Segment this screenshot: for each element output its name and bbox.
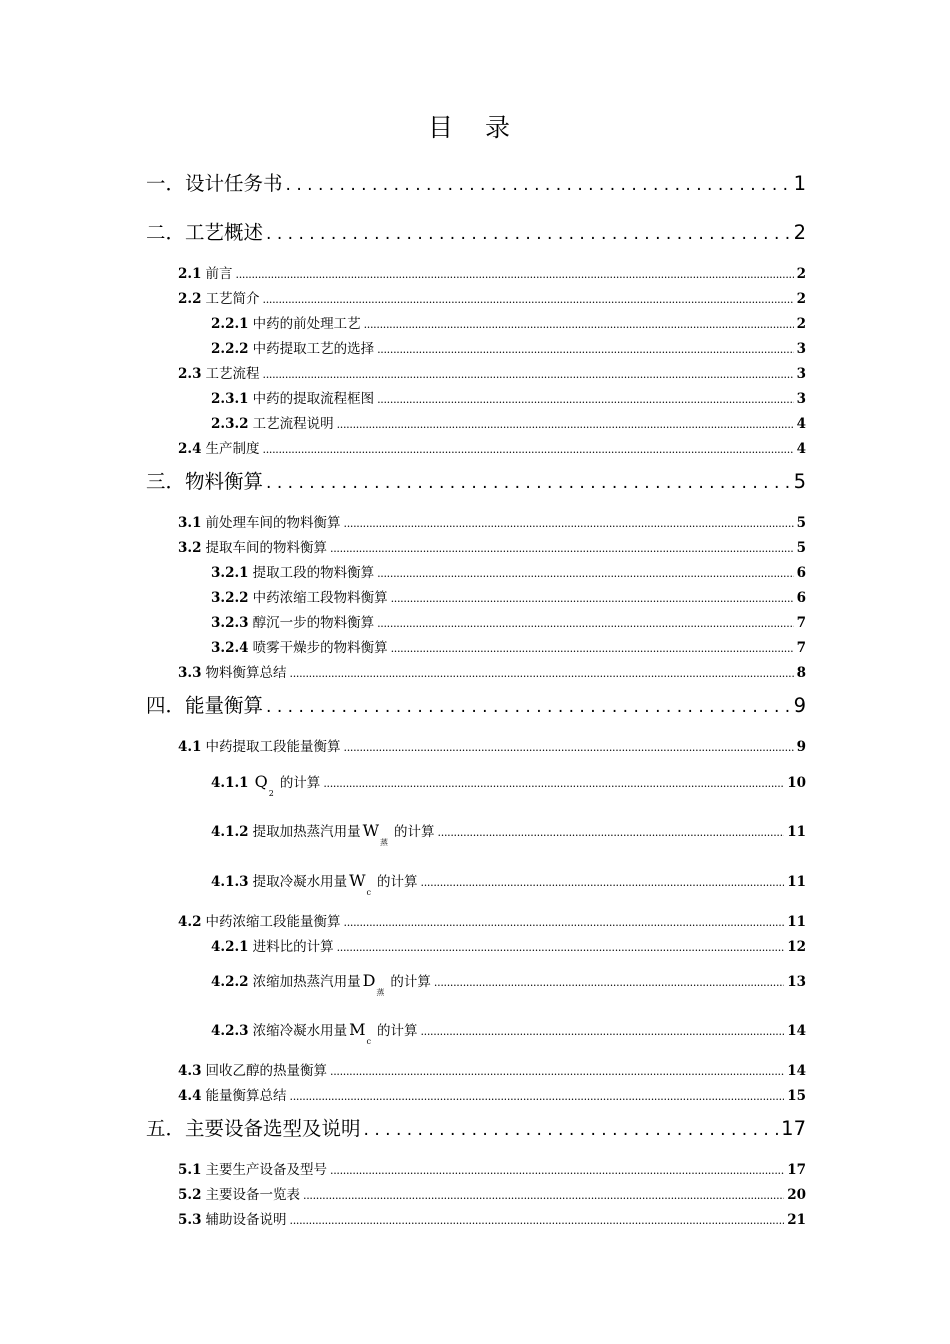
toc-entry-label: 提取工段的物料衡算: [252, 565, 375, 581]
toc-entry-label: 工艺流程: [205, 366, 260, 382]
toc-page-number: 2: [796, 316, 806, 332]
toc-section-number: 4.3: [178, 1063, 202, 1079]
toc-entry-label: 的计算: [279, 775, 321, 791]
toc-section-3-2-2[interactable]: [211, 586, 806, 606]
formula-symbol: W: [362, 821, 380, 840]
toc-chapter-1[interactable]: [146, 168, 806, 196]
toc-leader-dots: [323, 775, 784, 791]
toc-page-number: 11: [787, 874, 806, 890]
toc-section-4-2-3[interactable]: [211, 1019, 806, 1046]
toc-leader-dots: [263, 291, 794, 307]
toc-section-number: 2.4: [178, 441, 202, 457]
toc-leader-dots: [364, 316, 794, 332]
toc-entry-label: 提取加热蒸汽用量: [252, 824, 361, 840]
toc-section-2-3-1[interactable]: [211, 387, 806, 407]
toc-page-number: 5: [796, 540, 806, 556]
toc-page-number: 9: [796, 739, 806, 755]
toc-page-number: 17: [787, 1162, 806, 1178]
toc-leader-dots: [290, 665, 794, 681]
toc-section-number: 3.2.3: [211, 615, 249, 631]
toc-section-2-2-2[interactable]: [211, 337, 806, 357]
toc-entry-label: 的计算: [377, 874, 418, 890]
toc-section-4-1-2[interactable]: [211, 820, 806, 847]
toc-section-number: 3.2.2: [211, 590, 249, 606]
toc-leader-dots: [364, 1117, 779, 1140]
toc-entry-label: 二．工艺概述: [146, 221, 264, 244]
toc-entry-label: 前言: [205, 266, 233, 282]
toc-section-4-2[interactable]: [178, 910, 806, 930]
toc-leader-dots: [330, 1063, 784, 1079]
toc-leader-dots: [330, 1162, 784, 1178]
toc-page-number: 21: [787, 1212, 806, 1228]
toc-section-number: 2.1: [178, 266, 202, 282]
toc-section-number: 4.4: [178, 1088, 202, 1104]
toc-chapter-2[interactable]: [146, 217, 806, 245]
toc-leader-dots: [344, 739, 794, 755]
toc-entry-label: 前处理车间的物料衡算: [205, 515, 341, 531]
toc-section-4-2-2[interactable]: [211, 970, 806, 997]
toc-page-number: 1: [793, 172, 806, 195]
toc-leader-dots: [377, 341, 794, 357]
formula-symbol: W: [349, 871, 366, 890]
toc-section-4-2-1[interactable]: [211, 935, 806, 955]
toc-entry-label: 喷雾干燥步的物料衡算: [252, 640, 388, 656]
toc-entry-label: 一．设计任务书: [146, 172, 283, 195]
toc-section-2-1[interactable]: [178, 262, 806, 282]
toc-page-number: 6: [796, 565, 806, 581]
toc-entry-label: 生产制度: [205, 441, 260, 457]
toc-section-3-3[interactable]: [178, 661, 806, 681]
toc-entry-label: 物料衡算总结: [205, 665, 287, 681]
toc-leader-dots: [337, 416, 794, 432]
toc-entry-label: 中药提取工艺的选择: [252, 341, 375, 357]
toc-entry-label: 中药的前处理工艺: [252, 316, 361, 332]
toc-section-number: 4.2.2: [211, 974, 249, 990]
toc-section-2-2[interactable]: [178, 287, 806, 307]
toc-page-number: 3: [796, 341, 806, 357]
toc-page-number: 14: [787, 1023, 806, 1039]
toc-entry-label: 中药提取工段能量衡算: [205, 739, 341, 755]
toc-leader-dots: [263, 366, 794, 382]
toc-page-number: 2: [796, 291, 806, 307]
toc-entry-label: 醇沉一步的物料衡算: [252, 615, 375, 631]
toc-page-number: 2: [793, 221, 806, 244]
toc-entry-label: 辅助设备说明: [205, 1212, 287, 1228]
toc-entry-label: 主要生产设备及型号: [205, 1162, 327, 1178]
toc-entry-label: 的计算: [390, 974, 431, 990]
toc-entry-label: 四．能量衡算: [146, 694, 264, 717]
toc-page-number: 2: [796, 266, 806, 282]
toc-page-number: 4: [796, 441, 806, 457]
toc-page-number: 4: [796, 416, 806, 432]
toc-page-number: 15: [787, 1088, 806, 1104]
toc-entry-label: 的计算: [394, 824, 435, 840]
toc-leader-dots: [303, 1187, 784, 1203]
toc-page-number: 11: [787, 824, 806, 840]
toc-page-number: 3: [796, 391, 806, 407]
toc-section-2-3[interactable]: [178, 362, 806, 382]
toc-section-number: 2.2: [178, 291, 202, 307]
toc-section-number: 4.1.3: [211, 874, 249, 890]
toc-section-number: 4.1: [178, 739, 202, 755]
toc-entry-label: 工艺简介: [205, 291, 260, 307]
toc-leader-dots: [377, 615, 794, 631]
toc-section-2-2-1[interactable]: [211, 312, 806, 332]
toc-section-4-4[interactable]: [178, 1084, 806, 1104]
toc-entry-label: 浓缩冷凝水用量: [252, 1023, 348, 1039]
toc-entry-label: 提取冷凝水用量: [252, 874, 348, 890]
toc-page-number: 14: [787, 1063, 806, 1079]
formula-symbol: D: [362, 971, 376, 990]
toc-section-number: 2.3.1: [211, 391, 249, 407]
toc-entry-label: 工艺流程说明: [252, 416, 334, 432]
toc-section-number: 4.2: [178, 914, 202, 930]
toc-section-number: 4.2.3: [211, 1023, 249, 1039]
toc-entry-label: 浓缩加热蒸汽用量: [252, 974, 361, 990]
toc-page-number: 8: [796, 665, 806, 681]
toc-section-3-2-1[interactable]: [211, 561, 806, 581]
formula-symbol: M: [349, 1020, 366, 1039]
toc-section-number: 5.2: [178, 1187, 202, 1203]
toc-section-3-1[interactable]: [178, 511, 806, 531]
toc-page-number: 6: [796, 590, 806, 606]
toc-entry-label: 进料比的计算: [252, 939, 334, 955]
toc-leader-dots: [377, 565, 794, 581]
toc-section-5-3[interactable]: [178, 1208, 806, 1228]
toc-title: 目 录: [428, 113, 522, 142]
toc-section-3-2[interactable]: [178, 536, 806, 556]
toc-section-number: 4.1.2: [211, 824, 249, 840]
formula-subscript: c: [366, 888, 372, 897]
toc-leader-dots: [236, 266, 794, 282]
toc-section-4-1[interactable]: [178, 735, 806, 755]
toc-section-number: 2.2.1: [211, 316, 249, 332]
toc-section-number: 5.1: [178, 1162, 202, 1178]
toc-section-3-2-4[interactable]: [211, 636, 806, 656]
toc-leader-dots: [337, 939, 785, 955]
toc-entry-label: 的计算: [376, 1023, 418, 1039]
toc-section-4-1-3[interactable]: [211, 870, 806, 897]
toc-leader-dots: [330, 540, 794, 556]
toc-leader-dots: [290, 1212, 785, 1228]
toc-entry-label: 主要设备一览表: [205, 1187, 300, 1203]
formula-subscript: 蒸: [380, 838, 389, 847]
toc-page-number: 13: [787, 974, 806, 990]
formula-subscript: 2: [268, 789, 274, 798]
toc-page-number: 12: [787, 939, 806, 955]
toc-page-number: 10: [787, 775, 806, 791]
toc-section-number: 3.2: [178, 540, 202, 556]
toc-section-number: 3.2.1: [211, 565, 249, 581]
toc-page-number: 7: [796, 640, 806, 656]
toc-section-2-4[interactable]: [178, 437, 806, 457]
toc-section-number: 2.2.2: [211, 341, 249, 357]
toc-chapter-4[interactable]: [146, 690, 806, 718]
toc-section-2-3-2[interactable]: [211, 412, 806, 432]
toc-leader-dots: [344, 515, 794, 531]
toc-section-5-2[interactable]: [178, 1183, 806, 1203]
toc-entry-label: 中药的提取流程框图: [252, 391, 375, 407]
formula-subscript: c: [366, 1037, 371, 1046]
toc-page-number: 20: [787, 1187, 806, 1203]
toc-leader-dots: [266, 221, 791, 244]
toc-leader-dots: [391, 640, 794, 656]
toc-leader-dots: [377, 391, 794, 407]
toc-entry-label: 回收乙醇的热量衡算: [205, 1063, 327, 1079]
toc-section-4-1-1[interactable]: [211, 771, 806, 798]
toc-entry-label: 提取车间的物料衡算: [205, 540, 327, 556]
toc-page-number: 9: [793, 694, 806, 717]
toc-leader-dots: [434, 974, 784, 990]
toc-leader-dots: [421, 874, 785, 890]
toc-entry-label: 中药浓缩工段物料衡算: [252, 590, 388, 606]
toc-section-4-3[interactable]: [178, 1059, 806, 1079]
toc-leader-dots: [266, 694, 791, 717]
formula-symbol: Q: [254, 772, 268, 791]
toc-section-number: 3.1: [178, 515, 202, 531]
toc-leader-dots: [391, 590, 794, 606]
toc-leader-dots: [420, 1023, 784, 1039]
toc-chapter-5[interactable]: [146, 1113, 806, 1141]
toc-leader-dots: [266, 470, 791, 493]
toc-page-number: 7: [796, 615, 806, 631]
toc-entry-label: 三．物料衡算: [146, 470, 264, 493]
toc-section-number: 4.2.1: [211, 939, 249, 955]
toc-section-number: 3.3: [178, 665, 202, 681]
toc-section-number: 3.2.4: [211, 640, 249, 656]
toc-chapter-3[interactable]: [146, 466, 806, 494]
toc-leader-dots: [290, 1088, 785, 1104]
toc-page-number: 11: [787, 914, 806, 930]
toc-page-number: 5: [793, 470, 806, 493]
formula-subscript: 蒸: [376, 988, 385, 997]
toc-leader-dots: [286, 172, 791, 195]
toc-section-number: 4.1.1: [211, 775, 249, 791]
toc-entry-label: 中药浓缩工段能量衡算: [205, 914, 341, 930]
toc-section-5-1[interactable]: [178, 1158, 806, 1178]
toc-leader-dots: [263, 441, 794, 457]
toc-section-number: 2.3.2: [211, 416, 249, 432]
toc-entry-label: 能量衡算总结: [205, 1088, 287, 1104]
toc-page-number: 3: [796, 366, 806, 382]
toc-section-number: 5.3: [178, 1212, 202, 1228]
toc-section-number: 2.3: [178, 366, 202, 382]
toc-page-number: 5: [796, 515, 806, 531]
toc-leader-dots: [344, 914, 785, 930]
toc-entry-label: 五．主要设备选型及说明: [146, 1117, 361, 1140]
toc-leader-dots: [438, 824, 785, 840]
toc-page-number: 17: [781, 1117, 806, 1140]
toc-section-3-2-3[interactable]: [211, 611, 806, 631]
